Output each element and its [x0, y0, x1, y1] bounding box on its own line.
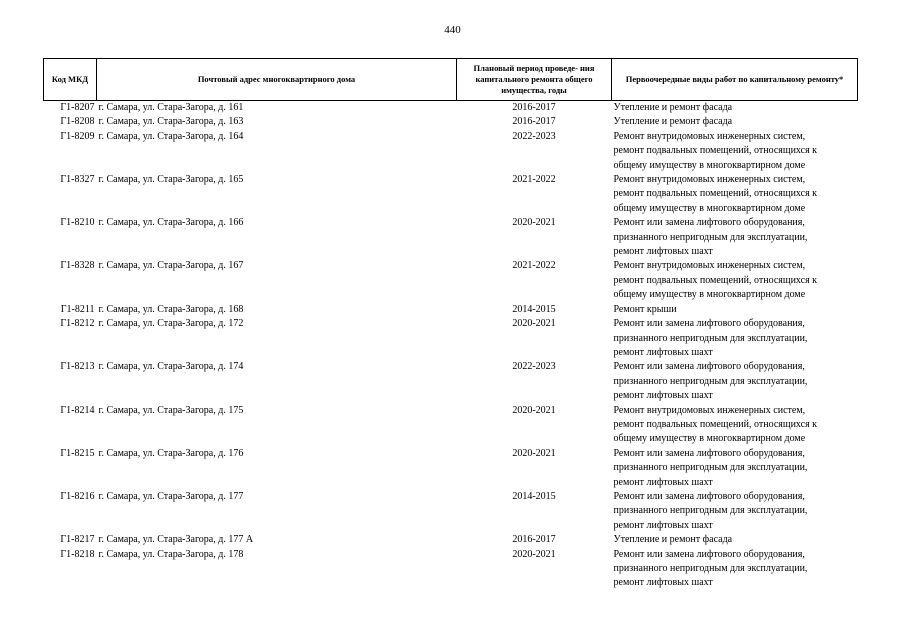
mkd-code-cell: Г1-8215 — [60, 447, 95, 459]
mkd-code-cell: Г1-8208 — [60, 116, 95, 128]
address-cell: г. Самара, ул. Стара-Загора, д. 176 — [98, 447, 244, 459]
works-cell — [612, 173, 858, 216]
works-line: Ремонт внутридомовых инженерных систем, — [613, 174, 806, 186]
works-line: ремонт подвальных помещений, относящихся к — [613, 188, 818, 200]
works-cell — [612, 447, 858, 490]
works-cell — [612, 360, 858, 403]
works-line: ремонт подвальных помещений, относящихся к — [613, 274, 818, 286]
repair-period-cell: 2016-2017 — [512, 116, 556, 128]
works-line: общему имуществу в многоквартирном доме — [613, 159, 806, 171]
table-row — [44, 173, 858, 216]
works-cell — [612, 101, 858, 116]
table-body — [44, 101, 858, 591]
works-line: Ремонт или замена лифтового оборудования, — [613, 318, 805, 330]
mkd-code-cell: Г1-8328 — [60, 260, 95, 272]
works-line: общему имуществу в многоквартирном доме — [613, 433, 806, 445]
repair-period-cell: 2021-2022 — [512, 260, 556, 272]
table-row — [44, 533, 858, 547]
table-row — [44, 548, 858, 591]
works-cell — [612, 490, 858, 533]
table-row — [44, 447, 858, 490]
mkd-code-cell: Г1-8218 — [60, 548, 95, 560]
works-line: ремонт лифтовых шахт — [613, 346, 713, 358]
repair-period-cell: 2014-2015 — [512, 490, 556, 502]
table-header — [44, 59, 858, 101]
table-row — [44, 303, 858, 317]
table-row — [44, 360, 858, 403]
works-cell — [612, 317, 858, 360]
works-line: Ремонт внутридомовых инженерных систем, — [613, 404, 806, 416]
page-number: 440 — [444, 24, 461, 36]
table-row — [44, 216, 858, 259]
works-line: общему имуществу в многоквартирном доме — [613, 289, 806, 301]
works-line: ремонт лифтовых шахт — [613, 476, 713, 488]
works-line: ремонт лифтовых шахт — [613, 246, 713, 258]
table-row — [44, 130, 858, 173]
address-cell: г. Самара, ул. Стара-Загора, д. 177 — [98, 490, 244, 502]
header-works: Первоочередные виды работ по капитальному ремонту* — [612, 59, 858, 101]
works-line: признанного непригодным для эксплуатации, — [613, 332, 808, 344]
repair-period-cell: 2016-2017 — [512, 102, 556, 113]
address-cell: г. Самара, ул. Стара-Загора, д. 175 — [98, 404, 244, 416]
table-row — [44, 404, 858, 447]
works-line: Утепление и ремонт фасада — [613, 102, 733, 113]
address-cell: г. Самара, ул. Стара-Загора, д. 168 — [98, 303, 244, 315]
mkd-code-cell: Г1-8207 — [60, 102, 95, 113]
works-cell — [612, 533, 858, 547]
address-cell: г. Самара, ул. Стара-Загора, д. 177 А — [98, 534, 254, 546]
works-line: Ремонт или замена лифтового оборудования, — [613, 447, 805, 459]
works-line: Ремонт внутридомовых инженерных систем, — [613, 260, 806, 272]
address-cell: г. Самара, ул. Стара-Загора, д. 167 — [98, 260, 244, 272]
repair-period-cell: 2020-2021 — [512, 447, 556, 459]
works-cell — [612, 259, 858, 302]
address-cell: г. Самара, ул. Стара-Загора, д. 178 — [98, 548, 244, 560]
works-line: признанного непригодным для эксплуатации, — [613, 231, 808, 243]
address-cell: г. Самара, ул. Стара-Загора, д. 164 — [98, 130, 244, 142]
header-period: Плановый период проведе- ния капитального ремонта общего имущества, годы — [457, 59, 612, 101]
table-row — [44, 259, 858, 302]
works-line: Ремонт внутридомовых инженерных систем, — [613, 130, 806, 142]
works-line: ремонт лифтовых шахт — [613, 390, 713, 402]
works-line: Ремонт или замена лифтового оборудования, — [613, 217, 805, 229]
address-cell: г. Самара, ул. Стара-Загора, д. 174 — [98, 361, 244, 373]
header-address: Почтовый адрес многоквартирного дома — [97, 59, 457, 101]
address-cell: г. Самара, ул. Стара-Загора, д. 163 — [98, 116, 244, 128]
works-cell — [612, 115, 858, 129]
works-line: признанного непригодным для эксплуатации, — [613, 563, 808, 574]
address-cell: г. Самара, ул. Стара-Загора, д. 165 — [98, 174, 244, 186]
table-row — [44, 101, 858, 116]
repair-period-cell: 2016-2017 — [512, 534, 556, 546]
repair-period-cell: 2020-2021 — [512, 318, 556, 330]
works-line: общему имуществу в многоквартирном доме — [613, 202, 806, 214]
mkd-code-cell: Г1-8212 — [60, 318, 95, 330]
repair-period-cell: 2020-2021 — [512, 404, 556, 416]
works-line: Ремонт крыши — [613, 303, 677, 315]
works-line: Ремонт или замена лифтового оборудования, — [613, 548, 805, 560]
works-line: признанного непригодным для эксплуатации, — [613, 462, 808, 474]
works-line: Утепление и ремонт фасада — [613, 116, 733, 128]
works-cell — [612, 548, 858, 591]
header-code: Код МКД — [44, 59, 97, 101]
address-cell: г. Самара, ул. Стара-Загора, д. 166 — [98, 217, 244, 229]
mkd-code-cell: Г1-8217 — [60, 534, 95, 546]
works-line: ремонт подвальных помещений, относящихся к — [613, 145, 818, 157]
works-cell — [612, 130, 858, 173]
mkd-code-cell: Г1-8210 — [60, 217, 95, 229]
address-cell: г. Самара, ул. Стара-Загора, д. 172 — [98, 318, 244, 330]
table-row — [44, 490, 858, 533]
mkd-code-cell: Г1-8327 — [60, 174, 95, 186]
repair-period-cell: 2014-2015 — [512, 303, 556, 315]
works-cell — [612, 216, 858, 259]
repair-period-cell: 2021-2022 — [512, 174, 556, 186]
capital-repair-table — [43, 58, 858, 591]
works-line: ремонт лифтовых шахт — [613, 519, 713, 531]
works-cell — [612, 404, 858, 447]
works-line: Утепление и ремонт фасада — [613, 534, 733, 546]
repair-period-cell: 2020-2021 — [512, 217, 556, 229]
table-row — [44, 317, 858, 360]
works-line: ремонт лифтовых шахт — [613, 577, 713, 589]
mkd-code-cell: Г1-8213 — [60, 361, 95, 373]
address-cell: г. Самара, ул. Стара-Загора, д. 161 — [98, 102, 244, 113]
mkd-code-cell: Г1-8209 — [60, 130, 95, 142]
repair-period-cell: 2022-2023 — [512, 361, 556, 373]
works-line: Ремонт или замена лифтового оборудования, — [613, 361, 805, 373]
works-line: Ремонт или замена лифтового оборудования, — [613, 490, 805, 502]
works-line: ремонт подвальных помещений, относящихся к — [613, 418, 818, 430]
table-row — [44, 115, 858, 129]
works-cell — [612, 303, 858, 317]
mkd-code-cell: Г1-8211 — [60, 303, 95, 315]
repair-period-cell: 2020-2021 — [512, 548, 556, 560]
header-row — [44, 59, 858, 101]
mkd-code-cell: Г1-8216 — [60, 490, 95, 502]
mkd-code-cell: Г1-8214 — [60, 404, 95, 416]
repair-period-cell: 2022-2023 — [512, 130, 556, 142]
works-line: признанного непригодным для эксплуатации, — [613, 505, 808, 517]
works-line: признанного непригодным для эксплуатации, — [613, 375, 808, 387]
